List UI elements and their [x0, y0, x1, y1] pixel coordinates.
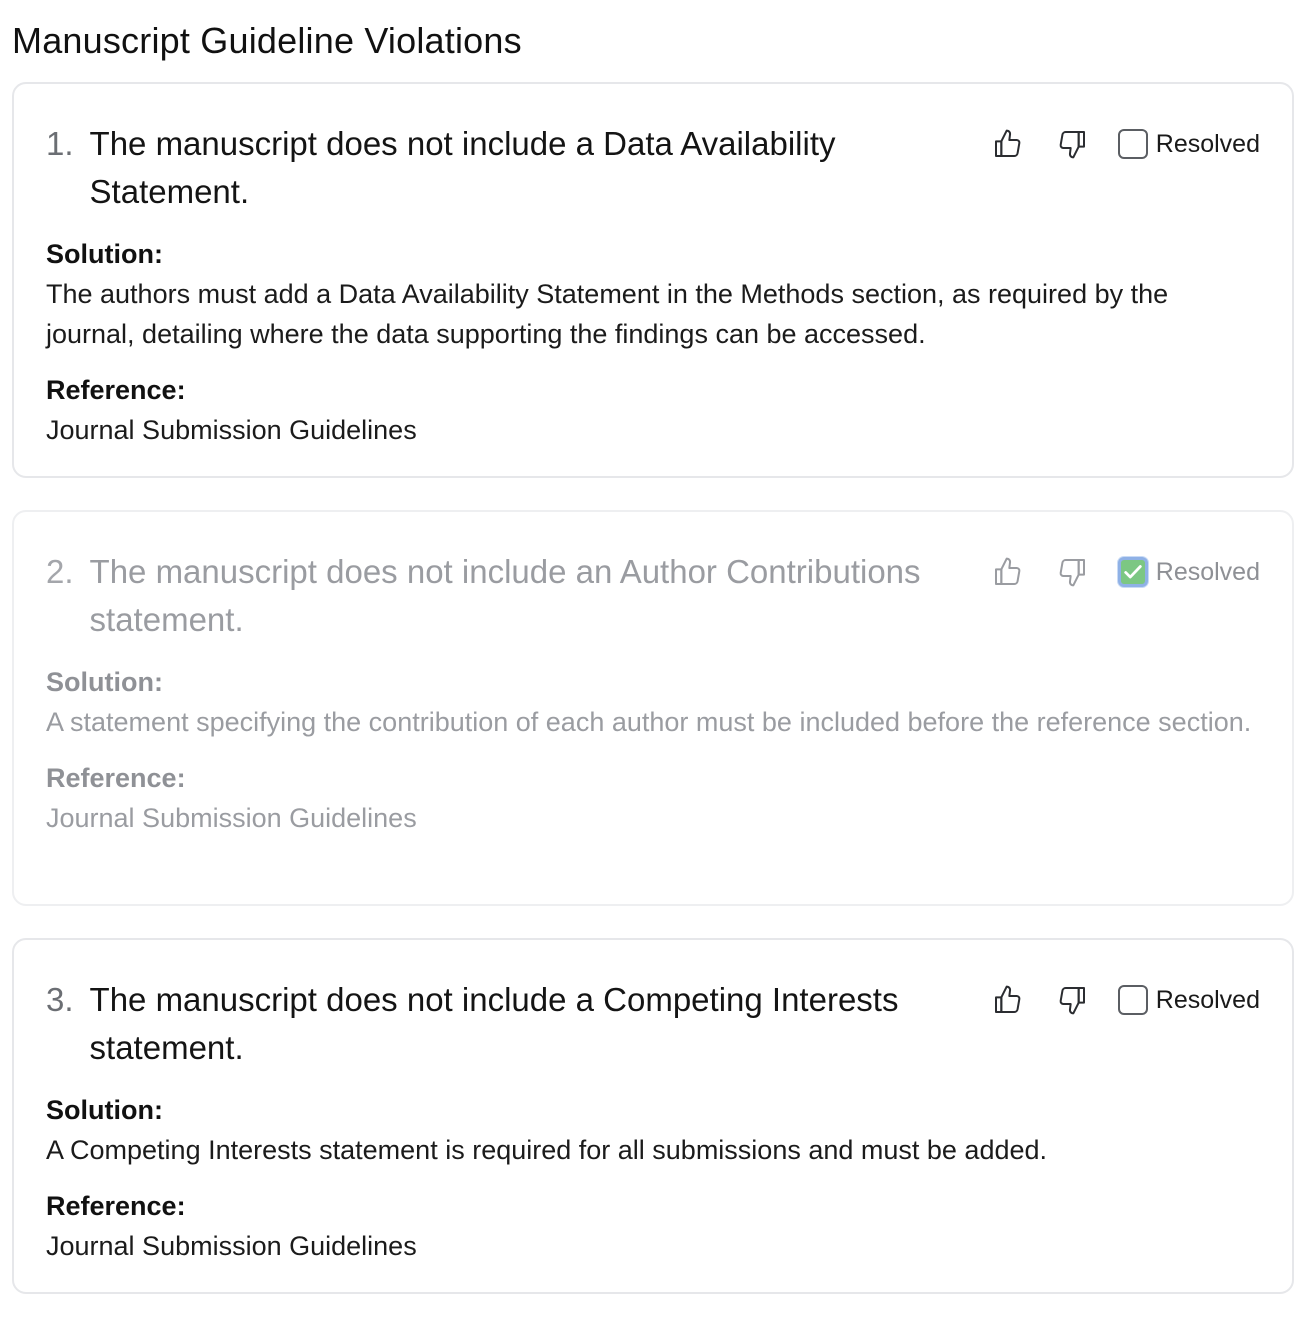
thumbs-up-button[interactable] [990, 554, 1026, 590]
violation-issue [46, 548, 946, 644]
resolved-label: Resolved [1155, 129, 1260, 158]
check-icon [1122, 561, 1144, 583]
solution-text: A Competing Interests statement is required for all submissions and must be added. [46, 1135, 1048, 1165]
thumbs-up-button[interactable] [990, 982, 1026, 1018]
solution-heading: Solution: [46, 1095, 163, 1125]
thumbs-up-button[interactable] [990, 126, 1026, 162]
solution-section [46, 234, 1260, 354]
reference-section [46, 370, 1260, 450]
thumbs-down-icon [1056, 984, 1088, 1016]
thumbs-down-button[interactable] [1054, 982, 1090, 1018]
violation-header [46, 976, 1260, 1072]
resolved-toggle[interactable] [1118, 557, 1260, 587]
violation-issue-text: The manuscript does not include a Competing Interests statement. [89, 981, 899, 1066]
thumbs-up-icon [992, 984, 1024, 1016]
reference-text: Journal Submission Guidelines [46, 803, 417, 833]
thumbs-down-icon [1056, 128, 1088, 160]
violation-header [46, 548, 1260, 644]
solution-heading: Solution: [46, 667, 163, 697]
violation-number: 2. [46, 553, 74, 590]
solution-text: A statement specifying the contribution of each author must be included before the reference section. [46, 707, 1252, 737]
resolved-label: Resolved [1155, 557, 1260, 586]
page-title: Manuscript Guideline Violations [12, 20, 522, 61]
thumbs-down-icon [1056, 556, 1088, 588]
reference-section [46, 1186, 1260, 1266]
resolved-toggle[interactable] [1118, 985, 1260, 1015]
thumbs-up-icon [992, 128, 1024, 160]
solution-section [46, 1090, 1260, 1170]
violation-issue [46, 120, 946, 216]
violation-actions [990, 120, 1260, 168]
violation-card [12, 510, 1294, 906]
violations-list [12, 82, 1294, 1294]
violation-card [12, 82, 1294, 478]
solution-text: The authors must add a Data Availability Statement in the Methods section, as required by the journal, detailing where the data supporting the findings can be accessed. [46, 279, 1169, 349]
resolved-checkbox[interactable] [1118, 985, 1148, 1015]
violation-number: 3. [46, 981, 74, 1018]
solution-heading: Solution: [46, 239, 163, 269]
resolved-label: Resolved [1155, 985, 1260, 1014]
resolved-checkbox[interactable] [1118, 129, 1148, 159]
thumbs-up-icon [992, 556, 1024, 588]
violation-card [12, 938, 1294, 1294]
thumbs-down-button[interactable] [1054, 126, 1090, 162]
reference-text: Journal Submission Guidelines [46, 1231, 417, 1261]
reference-section [46, 758, 1260, 838]
reference-text: Journal Submission Guidelines [46, 415, 417, 445]
resolved-toggle[interactable] [1118, 129, 1260, 159]
resolved-checkbox[interactable] [1118, 557, 1148, 587]
reference-heading: Reference: [46, 763, 186, 793]
violation-header [46, 120, 1260, 216]
violation-actions [990, 976, 1260, 1024]
solution-section [46, 662, 1260, 742]
violation-actions [990, 548, 1260, 596]
violation-number: 1. [46, 125, 74, 162]
reference-heading: Reference: [46, 1191, 186, 1221]
reference-heading: Reference: [46, 375, 186, 405]
violation-issue [46, 976, 946, 1072]
thumbs-down-button[interactable] [1054, 554, 1090, 590]
violation-issue-text: The manuscript does not include an Author Contributions statement. [89, 553, 921, 638]
violation-issue-text: The manuscript does not include a Data Availability Statement. [89, 125, 836, 210]
